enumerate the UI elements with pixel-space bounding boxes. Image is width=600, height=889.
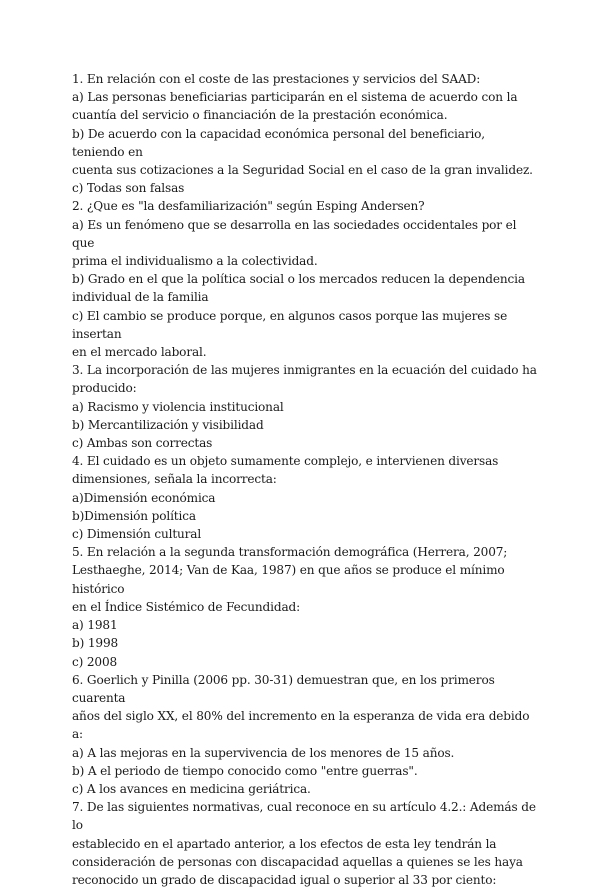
text-line: 7. De las siguientes normativas, cual reconoce en su artículo 4.2.: Además de lo	[72, 800, 540, 833]
document-body	[72, 70, 538, 889]
text-line: c) Dimensión cultural	[72, 527, 202, 542]
text-line: prima el individualismo a la colectividad.	[72, 254, 318, 269]
text-line: a)Dimensión económica	[72, 490, 216, 505]
text-line: 3. La incorporación de las mujeres inmigrantes en la ecuación del cuidado ha	[72, 363, 537, 378]
text-line: individual de la familia	[72, 290, 209, 305]
text-line: c) Todas son falsas	[72, 181, 185, 196]
text-line: en el Índice Sistémico de Fecundidad:	[72, 599, 301, 614]
text-line: a) 1981	[72, 618, 118, 633]
text-line: Lesthaeghe, 2014; Van de Kaa, 1987) en que años se produce el mínimo histórico	[72, 563, 509, 596]
text-line: b) De acuerdo con la capacidad económica personal del beneficiario, teniendo en	[72, 126, 489, 159]
text-line: c) Ambas son correctas	[72, 436, 213, 451]
text-line: producido:	[72, 381, 137, 396]
text-line: c) A los avances en medicina geriátrica.	[72, 781, 311, 796]
text-line: b) Grado en el que la política social o los mercados reducen la dependencia	[72, 272, 525, 287]
text-line: 1. En relación con el coste de las prestaciones y servicios del SAAD:	[72, 72, 481, 86]
text-line: a) Es un fenómeno que se desarrolla en las sociedades occidentales por el que	[72, 217, 521, 250]
text-line: reconocido un grado de discapacidad igual o superior al 33 por ciento:	[72, 872, 497, 887]
text-line: consideración de personas con discapacidad aquellas a quienes se les haya	[72, 854, 523, 869]
text-line: 2. ¿Que es "la desfamiliarización" según Esping Andersen?	[72, 199, 425, 214]
text-line: 4. El cuidado es un objeto sumamente complejo, e intervienen diversas	[72, 454, 499, 469]
text-line: en el mercado laboral.	[72, 345, 207, 360]
text-line: b)Dimensión política	[72, 508, 196, 523]
text-line: b) Mercantilización y visibilidad	[72, 417, 264, 432]
text-line: años del siglo XX, el 80% del incremento en la esperanza de vida era debido a:	[72, 709, 534, 742]
text-line: b) A el periodo de tiempo conocido como "entre guerras".	[72, 763, 418, 778]
text-line: c) El cambio se produce porque, en algunos casos porque las mujeres se insertan	[72, 308, 511, 341]
text-line: b) 1998	[72, 636, 119, 651]
text-line: cuantía del servicio o financiación de la prestación económica.	[72, 108, 448, 123]
text-line: 6. Goerlich y Pinilla (2006 pp. 30-31) demuestran que, en los primeros cuarenta	[72, 672, 499, 705]
text-line: c) 2008	[72, 654, 118, 669]
text-line: a) A las mejoras en la supervivencia de los menores de 15 años.	[72, 745, 455, 760]
text-line: dimensiones, señala la incorrecta:	[72, 472, 277, 487]
text-line: establecido en el apartado anterior, a los efectos de esta ley tendrán la	[72, 836, 497, 851]
text-line: a) Las personas beneficiarias participarán en el sistema de acuerdo con la	[72, 90, 518, 105]
text-line: 5. En relación a la segunda transformación demográfica (Herrera, 2007;	[72, 545, 508, 560]
text-line: a) Racismo y violencia institucional	[72, 399, 284, 414]
text-line: cuenta sus cotizaciones a la Seguridad Social en el caso de la gran invalidez.	[72, 163, 533, 178]
